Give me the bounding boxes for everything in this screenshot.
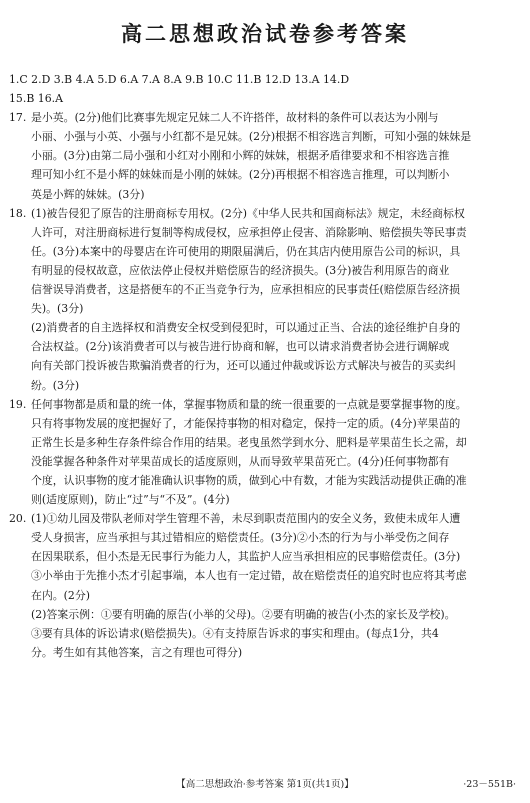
answer-line: (1)被告侵犯了原告的注册商标专用权。(2分)《中华人民共和国商标法》规定，未经商标权 (31, 206, 465, 220)
answer-line: 没能掌握各种条件对苹果苗成长的适度原则，从而导致苹果苗死亡。(4分)任何事物都有 (31, 454, 450, 468)
answer-line: 理可知小红不是小辉的妹妹而是小刚的妹妹。(2分)再根据不相容选言推理，可以判断小 (31, 168, 450, 182)
choice-answers-row-1: 1.C 2.D 3.B 4.A 5.D 6.A 7.A 8.A 9.B 10.C 11.B 12.D 13.A 14.D (9, 73, 350, 86)
answer-line: 人许可，对注册商标进行复制等构成侵权，应承担停止侵害、消除影响、赔偿损失等民事责 (31, 225, 467, 239)
answer-line: 在内。(2分) (31, 588, 90, 602)
answer-line: 是小英。(2分)他们比赛事先规定兄妹二人不许搭伴，故材料的条件可以表达为小刚与 (31, 111, 439, 125)
answer-line: 在因果联系，但小杰是无民事行为能力人，其监护人应当承担相应的民事赔偿责任。(3分) (31, 550, 461, 564)
answer-body (9, 70, 514, 662)
question-number: 19. (9, 397, 27, 411)
answer-line: 任。(3分)本案中的母婴店在许可使用的期限届满后，仍在其店内使用原告公司的标识，具 (31, 244, 461, 258)
question-20 (9, 509, 514, 662)
answer-line: ③要有具体的诉讼请求(赔偿损失)。④有支持原告诉求的事实和理由。(每点1分，共4 (31, 626, 439, 640)
answer-line: ③小举由于先推小杰才引起事端，本人也有一定过错，故在赔偿责任的追究时也应将其考虑 (31, 569, 467, 583)
question-number: 17. (9, 111, 27, 125)
question-number: 20. (9, 512, 27, 526)
page-title: 高二思想政治试卷参考答案 (121, 22, 409, 46)
answer-line: 分。考生如有其他答案，言之有理也可得分) (31, 645, 243, 659)
answer-line: 英是小辉的妹妹。(3分) (31, 187, 145, 201)
answer-line: 小丽、小强与小英、小强与小红都不是兄妹。(2分)根据不相容选言判断，可知小强的妹妹是 (31, 130, 472, 144)
answer-line: 纷。(3分) (31, 378, 80, 392)
answer-line: 信誉误导消费者，这是搭便车的不正当竞争行为，应承担相应的民事责任(赔偿原告经济损 (31, 283, 460, 297)
question-18 (9, 204, 514, 395)
footer-paper-code: ·23－551B· (463, 779, 516, 790)
question-number: 18. (9, 206, 27, 220)
footer-page-info: 【高二思想政治·参考答案 第1页(共1页)】 (176, 779, 354, 790)
answer-line: 合法权益。(2分)该消费者可以与被告进行协商和解，也可以请求消费者协会进行调解或 (31, 340, 450, 354)
answer-line: 则(适度原则)，防止“过”与“不及”。(4分) (31, 493, 230, 507)
answer-line: 任何事物都是质和量的统一体，掌握事物质和量的统一很重要的一点就是要掌握事物的度。 (31, 397, 467, 411)
question-17 (9, 108, 514, 203)
answer-line: 失)。(3分) (31, 302, 84, 316)
answer-line: (1)①幼儿园及带队老师对学生管理不善，未尽到职责范围内的安全义务，致使未成年人遭 (31, 512, 461, 526)
answer-line: 小丽。(3分)由第二局小强和小红对小刚和小辉的妹妹，根据矛盾律要求和不相容选言推 (31, 149, 450, 163)
answer-line: 向有关部门投诉被告欺骗消费者的行为，还可以通过仲裁或诉讼方式解决与被告的买卖纠 (31, 359, 456, 373)
choice-answers-row-2: 15.B 16.A (9, 92, 63, 106)
answer-line: 受人身损害，应当承担与其过错相应的赔偿责任。(3分)②小杰的行为与小举受伤之间存 (31, 531, 450, 545)
answer-line: 有明显的侵权故意，应依法停止侵权并赔偿原告的经济损失。(3分)被告利用原告的商业 (31, 263, 450, 277)
answer-line: 只有将事物发展的度把握好了，才能保持事物的相对稳定，保持一定的质。(4分)苹果苗的 (31, 416, 461, 430)
answer-line: (2)答案示例：①要有明确的原告(小举的父母)。②要有明确的被告(小杰的家长及学校)。 (31, 607, 456, 621)
answer-line: 个度，认识事物的度才能准确认识事物的质，做到心中有数，才能为实践活动提供正确的准 (31, 473, 467, 487)
question-19 (9, 395, 514, 510)
answer-line: (2)消费者的自主选择权和消费安全权受到侵犯时，可以通过正当、合法的途径维护自身的 (31, 321, 461, 335)
answer-line: 正常生长是多种生存条件综合作用的结果。老曳虽然学到水分、肥料是苹果苗生长之需，却 (31, 435, 467, 449)
